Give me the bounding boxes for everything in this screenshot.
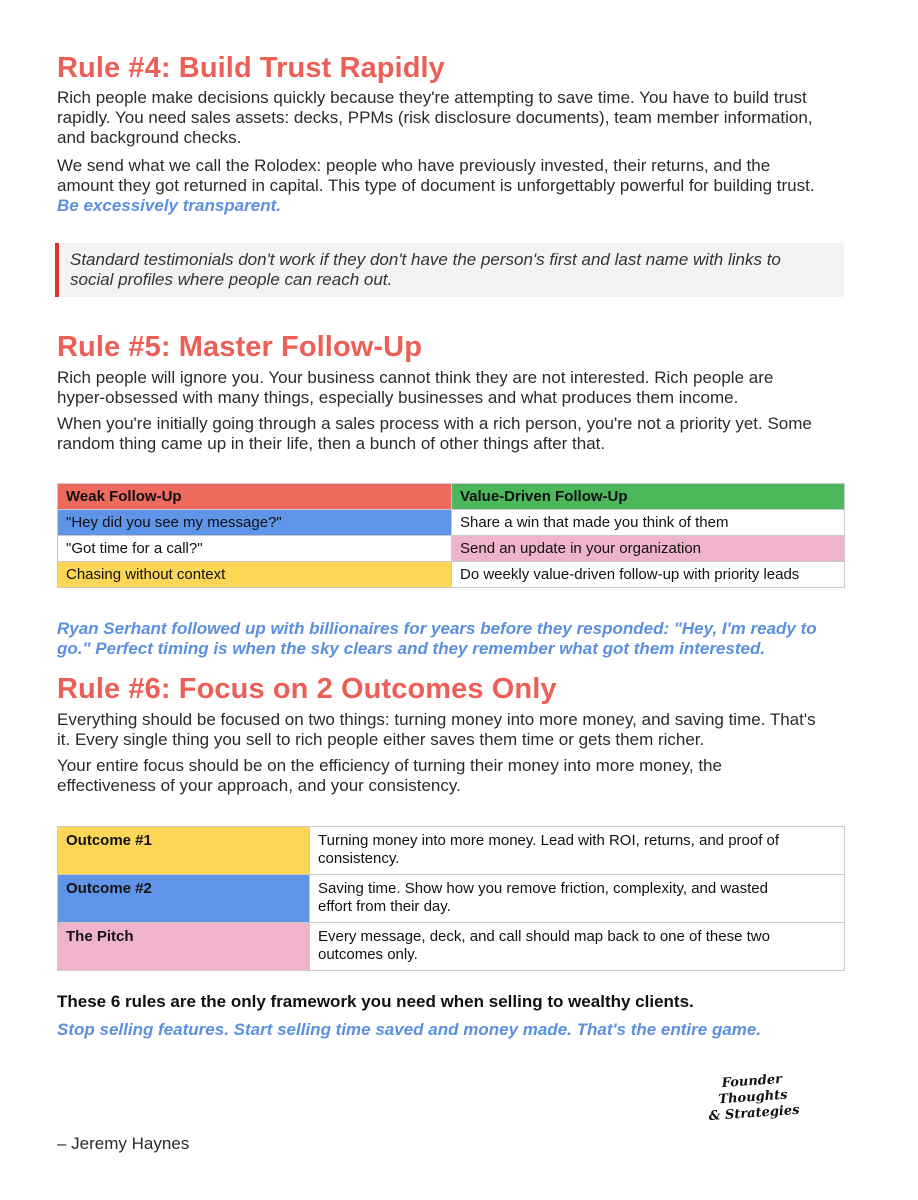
cell-line: consistency.: [318, 850, 400, 867]
rule6-heading: Rule #6: Focus on 2 Outcomes Only: [57, 673, 557, 705]
rule5-note: [57, 619, 877, 659]
text-line: Your entire focus should be on the efficiency of turning their money into more money, the: [57, 756, 722, 775]
emphasis-text: Be excessively transparent.: [57, 196, 281, 215]
logo-line: Founder Thoughts: [717, 1071, 788, 1108]
text-line: effectiveness of your approach, and your consistency.: [57, 776, 461, 795]
outcome-description-cell: [310, 827, 845, 875]
cell-line: Turning money into more money. Lead with ROI, returns, and proof of: [318, 832, 780, 849]
outcome-key-cell: Outcome #1: [58, 827, 310, 875]
value-follow-up-header: Value-Driven Follow-Up: [452, 484, 845, 510]
cell-line: effort from their day.: [318, 898, 451, 915]
outcome-key-cell: The Pitch: [58, 923, 310, 971]
value-cell: Do weekly value-driven follow-up with priority leads: [452, 562, 845, 588]
text-line: Everything should be focused on two things: turning money into more money, and saving time. That's: [57, 710, 816, 729]
text-line: rapidly. You need sales assets: decks, PPMs (risk disclosure documents), team member information,: [57, 108, 813, 127]
author-attribution: – Jeremy Haynes: [57, 1134, 190, 1153]
rule6-paragraph-2: [57, 756, 857, 796]
text-line: amount they got returned in capital. This type of document is unforgettably powerful for building trust.: [57, 176, 815, 195]
text-line: hyper-obsessed with many things, especially businesses and what produces them income.: [57, 388, 739, 407]
text-line: and background checks.: [57, 128, 242, 147]
cell-line: Every message, deck, and call should map back to one of these two: [318, 928, 770, 945]
text-line: Rich people make decisions quickly because they're attempting to save time. You have to build trust: [57, 88, 807, 107]
weak-cell: Chasing without context: [58, 562, 452, 588]
value-cell: Share a win that made you think of them: [452, 510, 845, 536]
rule6-paragraph-1: [57, 710, 877, 750]
cell-line: outcomes only.: [318, 946, 418, 963]
note-line: go." Perfect timing is when the sky clears and they remember what got them interested.: [57, 639, 766, 658]
value-cell: Send an update in your organization: [452, 536, 845, 562]
founder-thoughts-logo: [686, 1070, 819, 1127]
follow-up-comparison-table: [57, 483, 845, 588]
testimonial-quote-block: [55, 243, 844, 297]
rule5-paragraph-2: [57, 414, 857, 454]
text-line: Rich people will ignore you. Your business cannot think they are not interested. Rich people are: [57, 368, 774, 387]
weak-cell: "Hey did you see my message?": [58, 510, 452, 536]
text-line: When you're initially going through a sales process with a rich person, you're not a priority yet. Some: [57, 414, 812, 433]
table-row: [58, 536, 845, 562]
rule4-paragraph-2: [57, 156, 877, 216]
cell-line: Saving time. Show how you remove friction, complexity, and wasted: [318, 880, 768, 897]
weak-follow-up-header: Weak Follow-Up: [58, 484, 452, 510]
quote-line: social profiles where people can reach out.: [70, 270, 393, 289]
table-row: [58, 562, 845, 588]
outcome-description-cell: [310, 923, 845, 971]
text-line: it. Every single thing you sell to rich people either saves them time or gets them richer.: [57, 730, 705, 749]
rule4-paragraph-1: [57, 88, 857, 148]
table-row: [58, 923, 845, 971]
logo-line: & Strategies: [708, 1102, 800, 1125]
outcomes-table: [57, 826, 845, 971]
closing-accent-line: Stop selling features. Start selling time saved and money made. That's the entire game.: [57, 1020, 762, 1039]
text-line: We send what we call the Rolodex: people who have previously invested, their returns, and the: [57, 156, 771, 175]
quote-line: Standard testimonials don't work if they don't have the person's first and last name with links to: [70, 250, 781, 269]
outcome-description-cell: [310, 875, 845, 923]
rule4-heading: Rule #4: Build Trust Rapidly: [57, 52, 445, 84]
text-line: random thing came up in their life, then a bunch of other things after that.: [57, 434, 606, 453]
outcome-key-cell: Outcome #2: [58, 875, 310, 923]
closing-bold-line: These 6 rules are the only framework you need when selling to wealthy clients.: [57, 992, 694, 1011]
rule5-paragraph-1: [57, 368, 857, 408]
table-row: [58, 875, 845, 923]
table-row: [58, 827, 845, 875]
table-header-row: [58, 484, 845, 510]
weak-cell: "Got time for a call?": [58, 536, 452, 562]
table-row: [58, 510, 845, 536]
note-line: Ryan Serhant followed up with billionaires for years before they responded: "Hey, I'm ready to: [57, 619, 817, 638]
rule5-heading: Rule #5: Master Follow-Up: [57, 331, 423, 363]
